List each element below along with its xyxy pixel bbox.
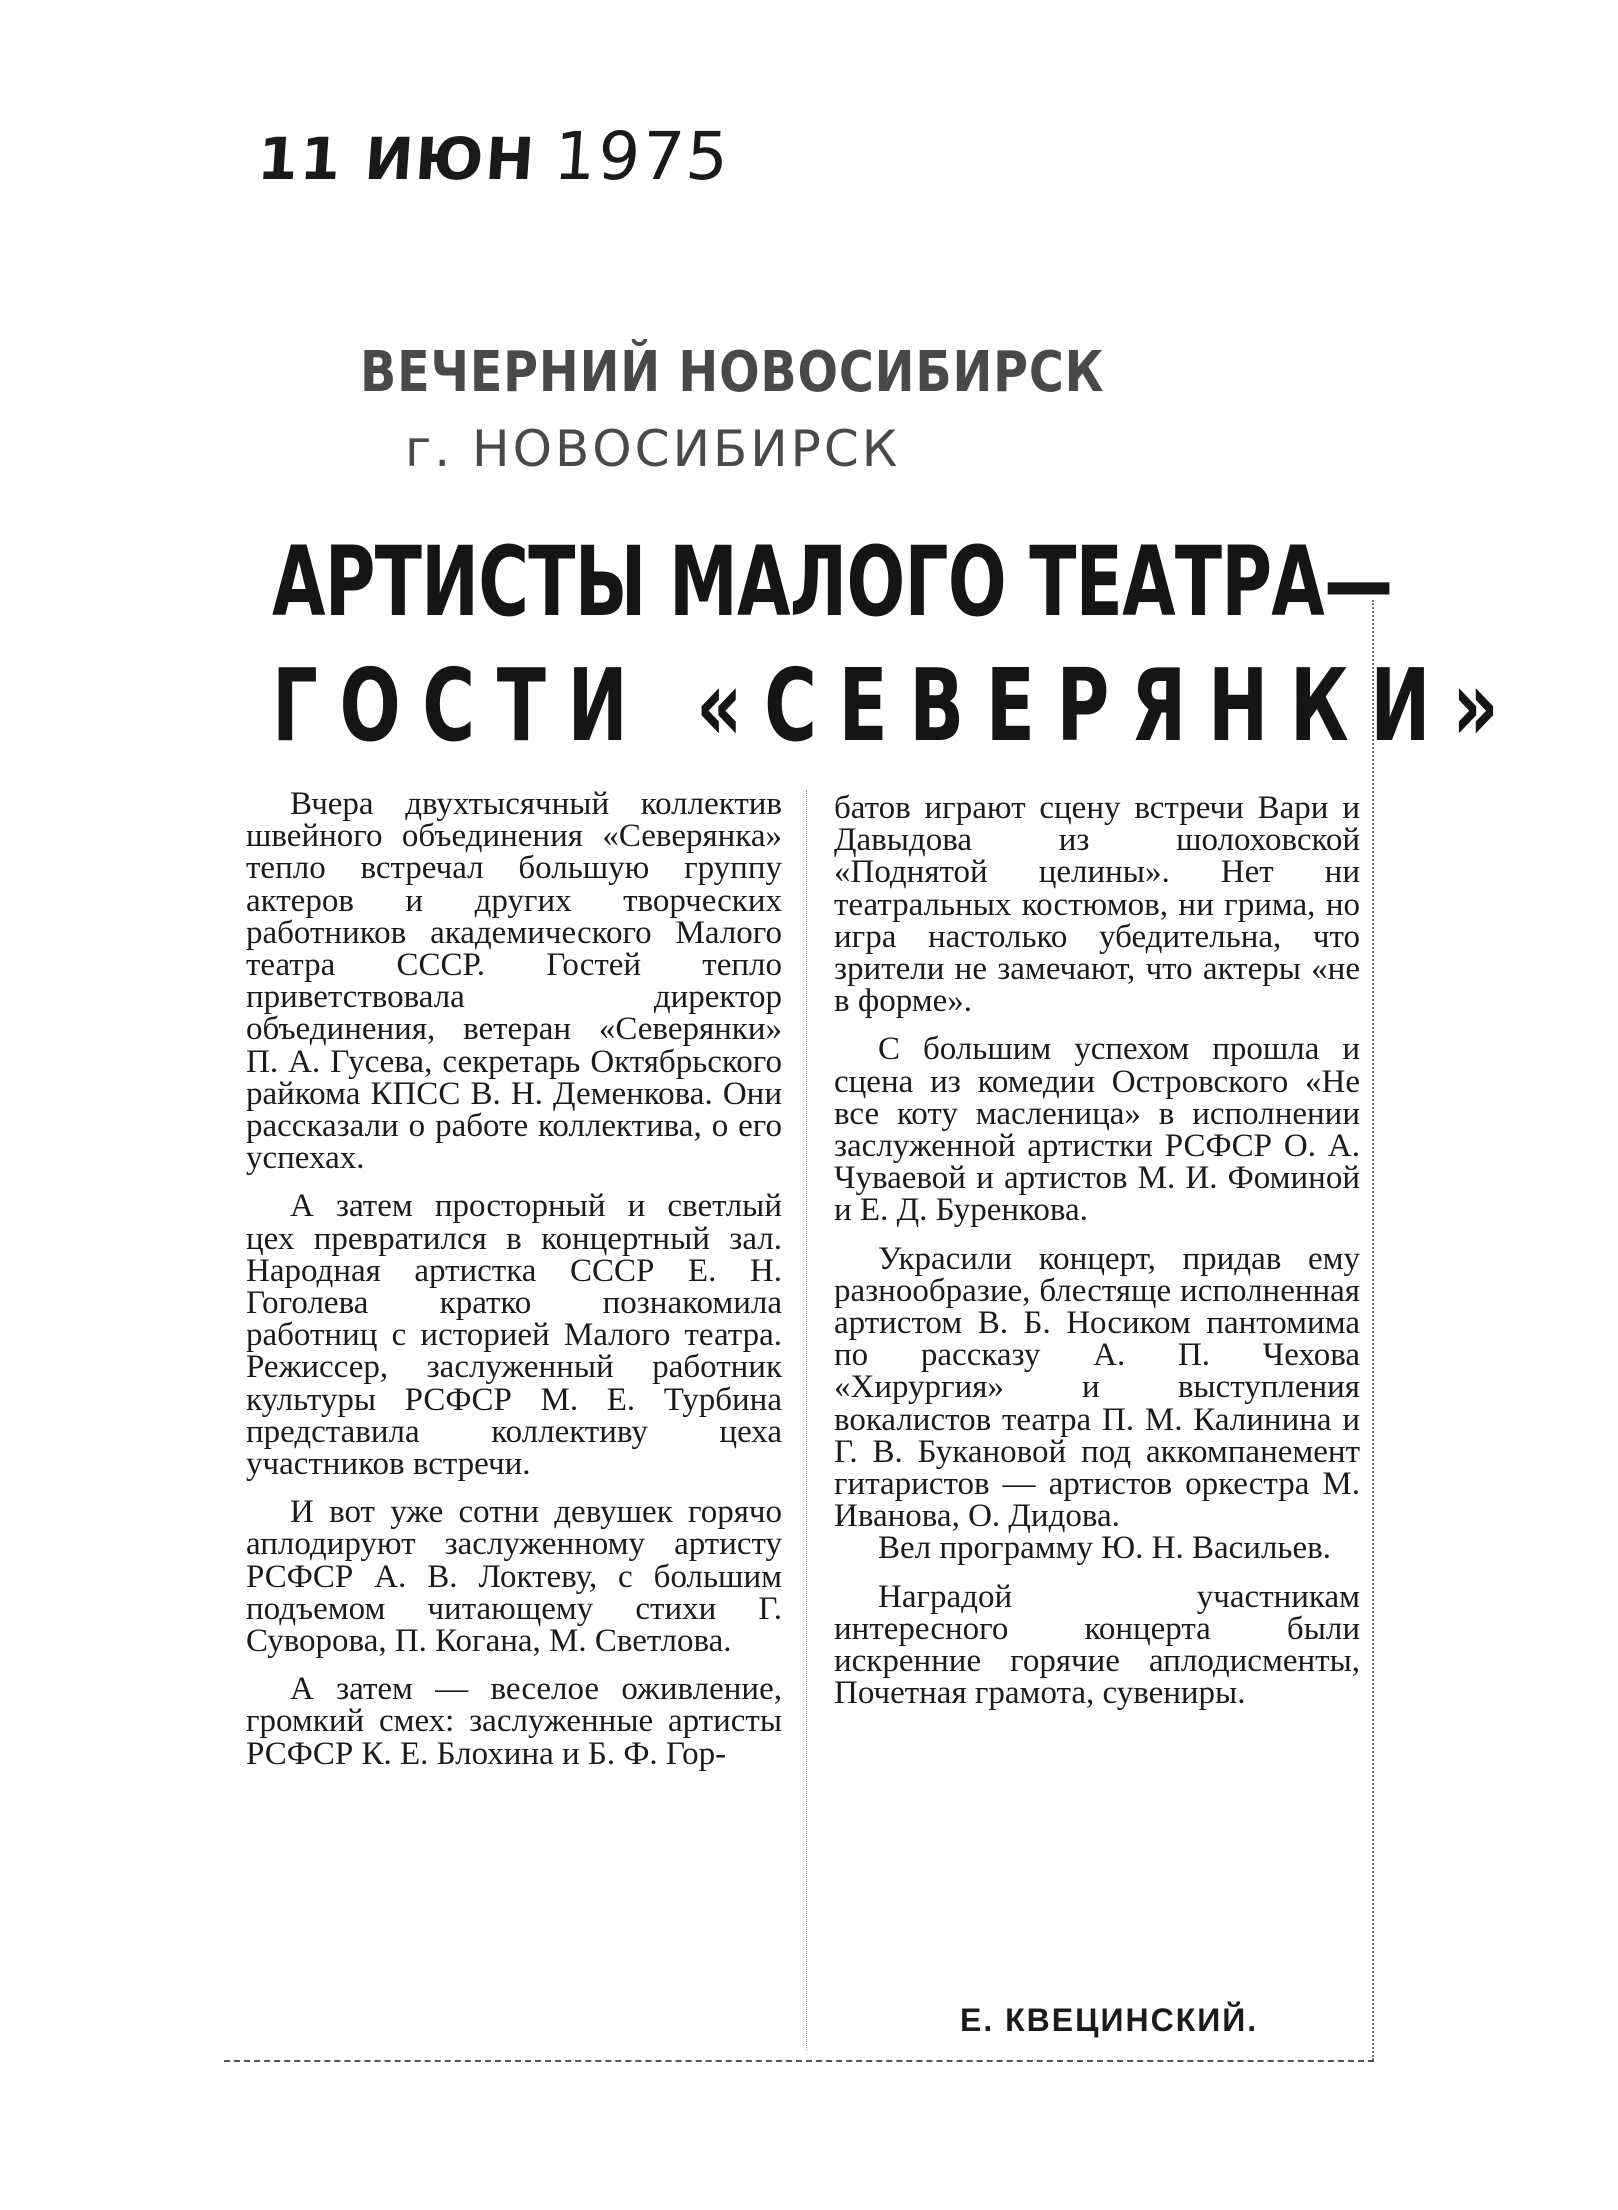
column-divider <box>806 790 807 2050</box>
clipping-edge-right <box>1372 600 1374 2060</box>
headline-line-2: ГОСТИ «СЕВЕРЯНКИ» <box>272 647 1521 764</box>
author-signature: Е. КВЕЦИНСКИЙ. <box>960 2002 1259 2038</box>
paragraph: А затем — веселое оживление, громкий смех: заслуженные артисты РСФСР К. Е. Блохина и Б. Ф. Гор- <box>246 1671 782 1772</box>
article-column-right <box>834 792 1360 1725</box>
paragraph: С большим успехом прошла и сцена из комедии Островского «Не все коту масленица» в исполнении заслуженной артистки РСФСР О. А. Чуваевой и артистов М. И. Фоминой и Е. Д. Буренкова. <box>834 1031 1360 1229</box>
article-column-left <box>246 788 782 1786</box>
paragraph: И вот уже сотни девушек горячо аплодируют заслуженному артисту РСФСР А. В. Локтеву, с большим подъемом читающему стихи Г. Суворова, П. Когана, М. Светлова. <box>246 1494 782 1660</box>
article-headline <box>272 526 1521 764</box>
date-month: ИЮН <box>362 125 539 193</box>
paragraph: Вчера двухтысячный коллектив швейного объединения «Северянка» тепло встречал большую группу актеров и других творческих работников академического Малого театра СССР. Гостей тепло приветствовала директор объединения, ветеран «Северянки» П. А. Гусева, секретарь Октябрьского райкома КПСС В. Н. Деменкова. Они рассказали о работе коллектива, о его успехах. <box>246 786 782 1177</box>
paragraph: Наградой участникам интересного концерта были искренние горячие аплодисменты, Почетная грамота, сувениры. <box>834 1578 1360 1712</box>
paragraph: Вел программу Ю. Н. Васильев. <box>878 1530 1331 1567</box>
newspaper-name-stamp: ВЕЧЕРНИЙ НОВОСИБИРСК <box>360 340 1105 405</box>
date-stamp <box>255 118 732 195</box>
date-year: 1975 <box>551 118 733 195</box>
date-day: 11 <box>255 125 345 193</box>
headline-line-1: АРТИСТЫ МАЛОГО ТЕАТРА— <box>272 526 1393 638</box>
clipping-edge-bottom <box>224 2060 1374 2062</box>
city-stamp: г. НОВОСИБИРСК <box>405 420 901 478</box>
paragraph: Украсили концерт, придав ему разнообразие, блестяще исполненная артистом В. Б. Носиком пантомима по рассказу А. П. Чехова «Хирургия» и выступления вокалистов театра П. М. Калинина и Г. В. Букановой под аккомпанемент гитаристов — артистов оркестра М. Иванова, О. Дидова. <box>834 1240 1360 1535</box>
paragraph: батов играют сцену встречи Вари и Давыдова из шолоховской «Поднятой целины». Нет ни театральных костюмов, ни грима, но игра настолько убедительна, что зрители не замечают, что актеры «не в форме». <box>834 790 1360 1020</box>
paragraph: А затем просторный и светлый цех превратился в концертный зал. Народная артистка СССР Е. Н. Гоголева кратко познакомила работниц с историей Малого театра. Режиссер, заслуженный работник культуры РСФСР М. Е. Турбина представила коллективу цеха участников встречи. <box>246 1188 782 1483</box>
